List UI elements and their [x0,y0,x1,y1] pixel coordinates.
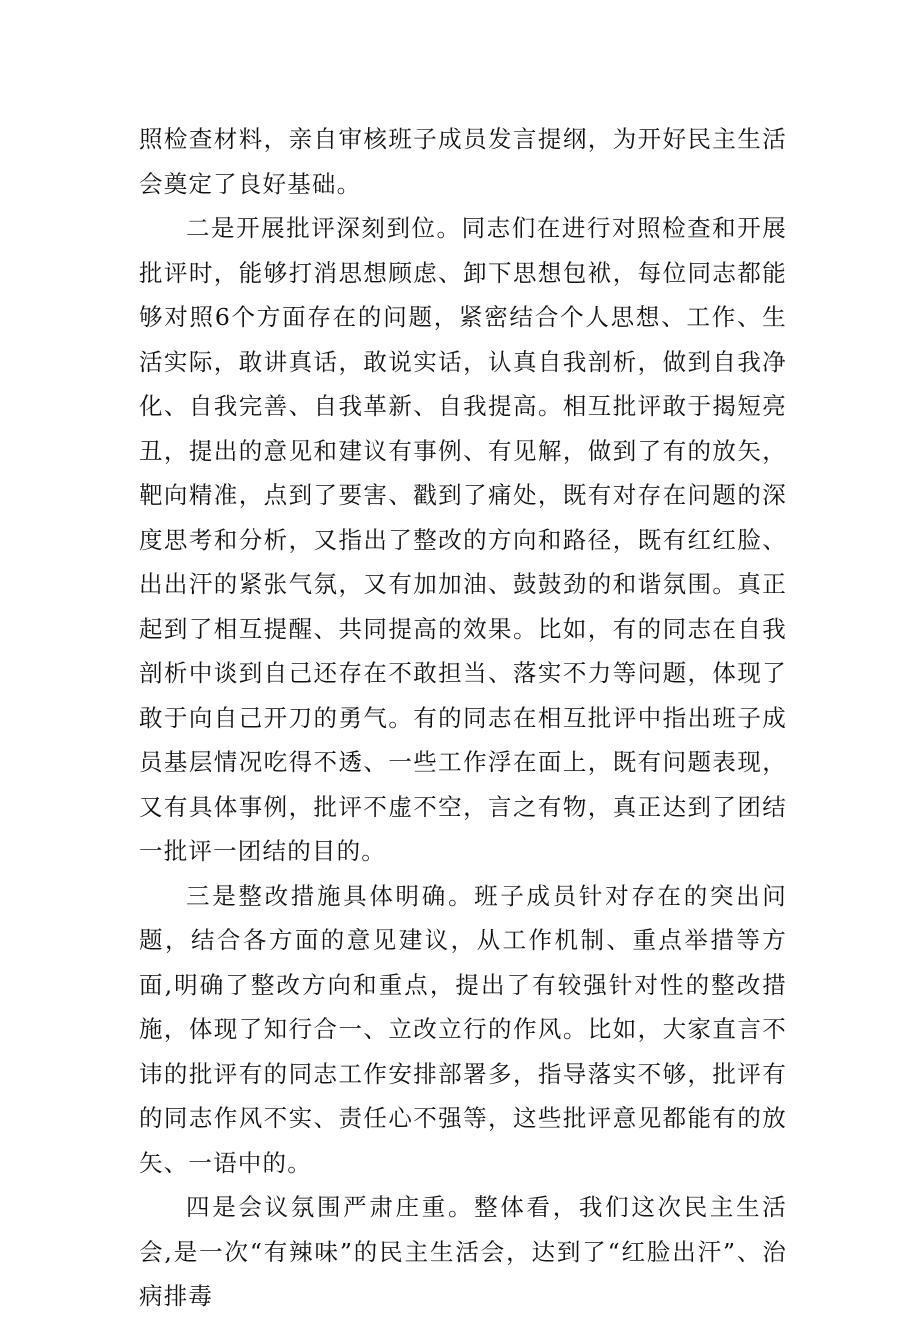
paragraph-rectification: 三是整改措施具体明确。班子成员针对存在的突出问题，结合各方面的意见建议，从工作机制、重点举措等方面,明确了整改方向和重点，提出了有较强针对性的整改措施，体现了知行合一、立改立行的作风。比如，大家直言不讳的批评有的同志工作安排部署多，指导落实不够，批评有的同志作风不实、责任心不强等，这些批评意见都能有的放矢、一语中的。 [139,881,787,1177]
paragraph-criticism: 二是开展批评深刻到位。同志们在进行对照检查和开展批评时，能够打消思想顾虑、卸下思想包袱，每位同志都能够对照6个方面存在的问题，紧密结合个人思想、工作、生活实际，敢讲真话，敢说实话，认真自我剖析，做到自我净化、自我完善、自我革新、自我提高。相互批评敢于揭短亮丑，提出的意见和建议有事例、有见解，做到了有的放矢，靶向精准，点到了要害、戳到了痛处，既有对存在问题的深度思考和分析，又指出了整改的方向和路径，既有红红脸、出出汗的紧张气氛，又有加加油、鼓鼓劲的和谐氛围。真正起到了相互提醒、共同提高的效果。比如，有的同志在自我剖析中谈到自己还存在不敢担当、落实不力等问题，体现了敢于向自己开刀的勇气。有的同志在相互批评中指出班子成员基层情况吃得不透、一些工作浮在面上，既有问题表现，又有具体事例，批评不虚不空，言之有物，真正达到了团结一批评一团结的目的。 [139,214,787,865]
document-body [139,117,787,1319]
paragraph-atmosphere: 四是会议氛围严肃庄重。整体看，我们这次民主生活会,是一次“有辣味”的民主生活会，达到了“红脸出汗”、治病排毒 [139,1193,787,1310]
paragraph-continuation: 照检查材料，亲自审核班子成员发言提纲，为开好民主生活会奠定了良好基础。 [139,125,787,198]
